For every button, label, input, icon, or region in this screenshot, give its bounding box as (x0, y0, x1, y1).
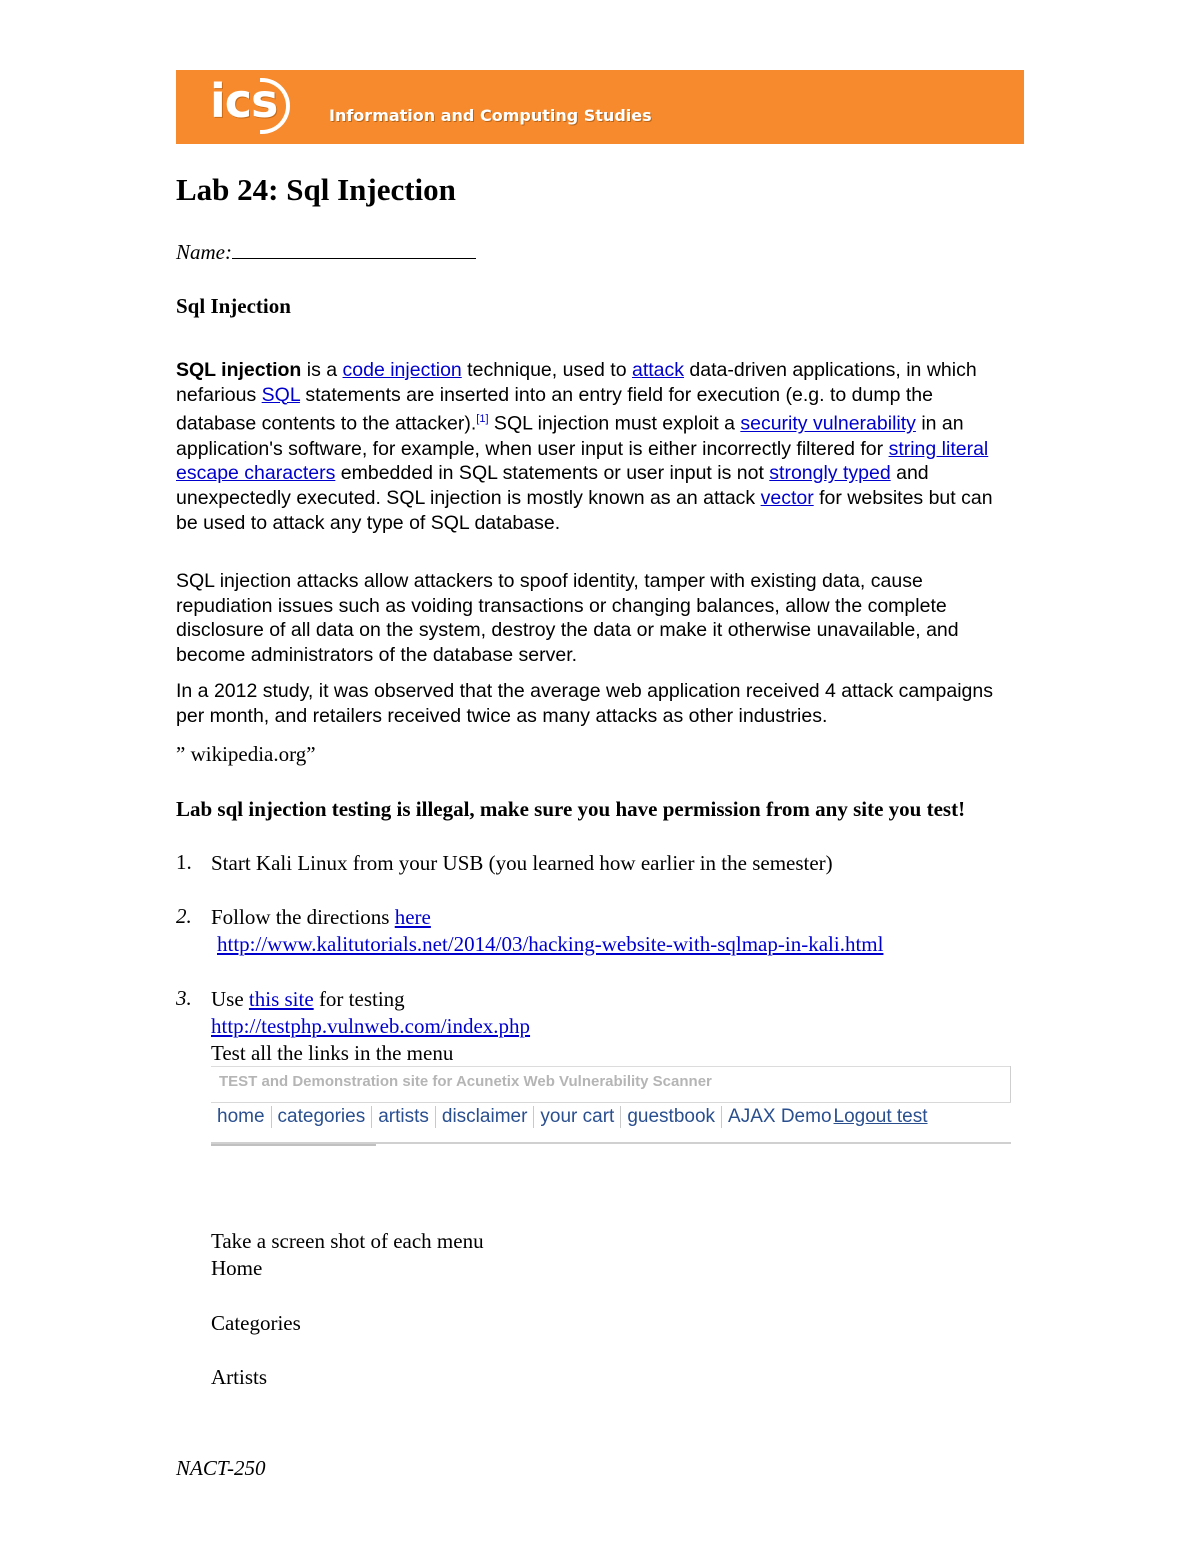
link-here[interactable]: here (394, 905, 431, 929)
link-testphp[interactable]: http://testphp.vulnweb.com/index.php (211, 1014, 531, 1038)
paragraph-study: In a 2012 study, it was observed that the average web application received 4 attack campaigns per month, and retailers received twice as many attacks as other industries. (176, 680, 993, 727)
intro-text: embedded in SQL statements or user input is not (335, 462, 770, 485)
intro-text: is a (301, 359, 343, 381)
paragraph-attacks: SQL injection attacks allow attackers to spoof identity, tamper with existing data, cause repudiation issues such as voiding transactions or changing balances, allow the complete disclosure of all data on the system, destroy the data or make it otherwise unavailable, and become administrators of the database server. (176, 570, 959, 667)
menu-label-home: Home (211, 1256, 263, 1280)
intro-text: technique, used to (461, 359, 632, 381)
divider (211, 1144, 376, 1146)
header-banner (176, 70, 1024, 144)
logo-arc-icon (260, 78, 290, 134)
step-2-number: 2. (176, 904, 192, 928)
step-3-note: Test all the links in the menu (211, 1041, 454, 1065)
footer-course-code: NACT-250 (176, 1456, 266, 1480)
intro-text: SQL injection must exploit a (488, 412, 741, 435)
intro-text: and unexpectedly executed. SQL injection is mostly known as an attack (176, 462, 929, 510)
step-3-label: Use (211, 987, 249, 1011)
menu-label-artists: Artists (211, 1365, 268, 1389)
link-string-literal[interactable]: string literal (888, 437, 989, 460)
link-this-site[interactable]: this site (248, 987, 314, 1011)
step-3-label-after: for testing (313, 987, 405, 1011)
link-attack[interactable]: attack (631, 359, 685, 381)
page-title: Lab 24: Sql Injection (176, 172, 456, 207)
link-kalitutorials[interactable]: http://www.kalitutorials.net/2014/03/hacking-website-with-sqlmap-in-kali.html (217, 932, 884, 956)
intro-text: in an application's software, for example, when user input is either incorrectly filtered for (176, 412, 964, 460)
menu-item-home[interactable]: home (211, 1106, 272, 1128)
reference-link[interactable]: [1] (476, 413, 489, 426)
intro-text: statements are inserted into an entry field for execution (e.g. to dump the database contents to the attacker). (176, 383, 933, 435)
link-security-vulnerability[interactable]: security vulnerability (740, 412, 916, 435)
section-heading: Sql Injection (176, 294, 291, 318)
menu-item-categories[interactable]: categories (272, 1106, 373, 1128)
link-escape-characters[interactable]: escape characters (176, 462, 336, 485)
name-blank-line (232, 242, 476, 259)
step-3-text (211, 986, 405, 1013)
divider (1010, 1066, 1011, 1102)
menu-screenshot-caption: TEST and Demonstration site for Acunetix Web Vulnerability Scanner (219, 1073, 712, 1090)
menu-item-logout[interactable]: Logout test (833, 1106, 928, 1127)
menu-label-categories: Categories (211, 1311, 301, 1335)
link-code-injection[interactable]: code injection (342, 359, 462, 381)
banner-subtitle: Information and Computing Studies (329, 106, 652, 125)
step-2-text (211, 904, 431, 931)
name-field (176, 240, 476, 265)
menu-item-your-cart[interactable]: your cart (534, 1106, 621, 1128)
intro-paragraph (176, 358, 1016, 535)
menu-item-artists[interactable]: artists (372, 1106, 436, 1128)
step-1-text: Start Kali Linux from your USB (you learned how earlier in the semester) (211, 851, 833, 875)
menu-item-ajax-demo[interactable]: AJAX Demo (728, 1106, 832, 1127)
divider (211, 1066, 1011, 1067)
intro-text: data-driven applications, in which nefarious (176, 359, 977, 406)
menu-item-guestbook[interactable]: guestbook (621, 1106, 722, 1128)
step-3-number: 3. (176, 986, 192, 1010)
intro-term: SQL injection (176, 359, 302, 381)
link-strongly-typed[interactable]: strongly typed (769, 462, 891, 485)
menu-screenshot (211, 1066, 1011, 1144)
step-3-url (211, 1013, 530, 1040)
step-2-url (217, 931, 883, 958)
step-2-label: Follow the directions (211, 905, 395, 929)
divider (211, 1102, 1011, 1103)
link-sql[interactable]: SQL (261, 383, 300, 406)
menu-item-disclaimer[interactable]: disclaimer (436, 1106, 535, 1128)
intro-text: for websites but can be used to attack any type of SQL database. (176, 487, 993, 534)
source-citation: ” wikipedia.org” (176, 742, 316, 766)
menu-bar (211, 1106, 928, 1128)
step-1-number: 1. (176, 850, 192, 874)
link-vector[interactable]: vector (760, 487, 814, 510)
warning-heading: Lab sql injection testing is illegal, make sure you have permission from any site you test! (176, 797, 966, 821)
name-label: Name: (176, 240, 232, 264)
ics-logo: ics (210, 74, 278, 128)
screenshot-instructions: Take a screen shot of each menu (211, 1229, 484, 1253)
